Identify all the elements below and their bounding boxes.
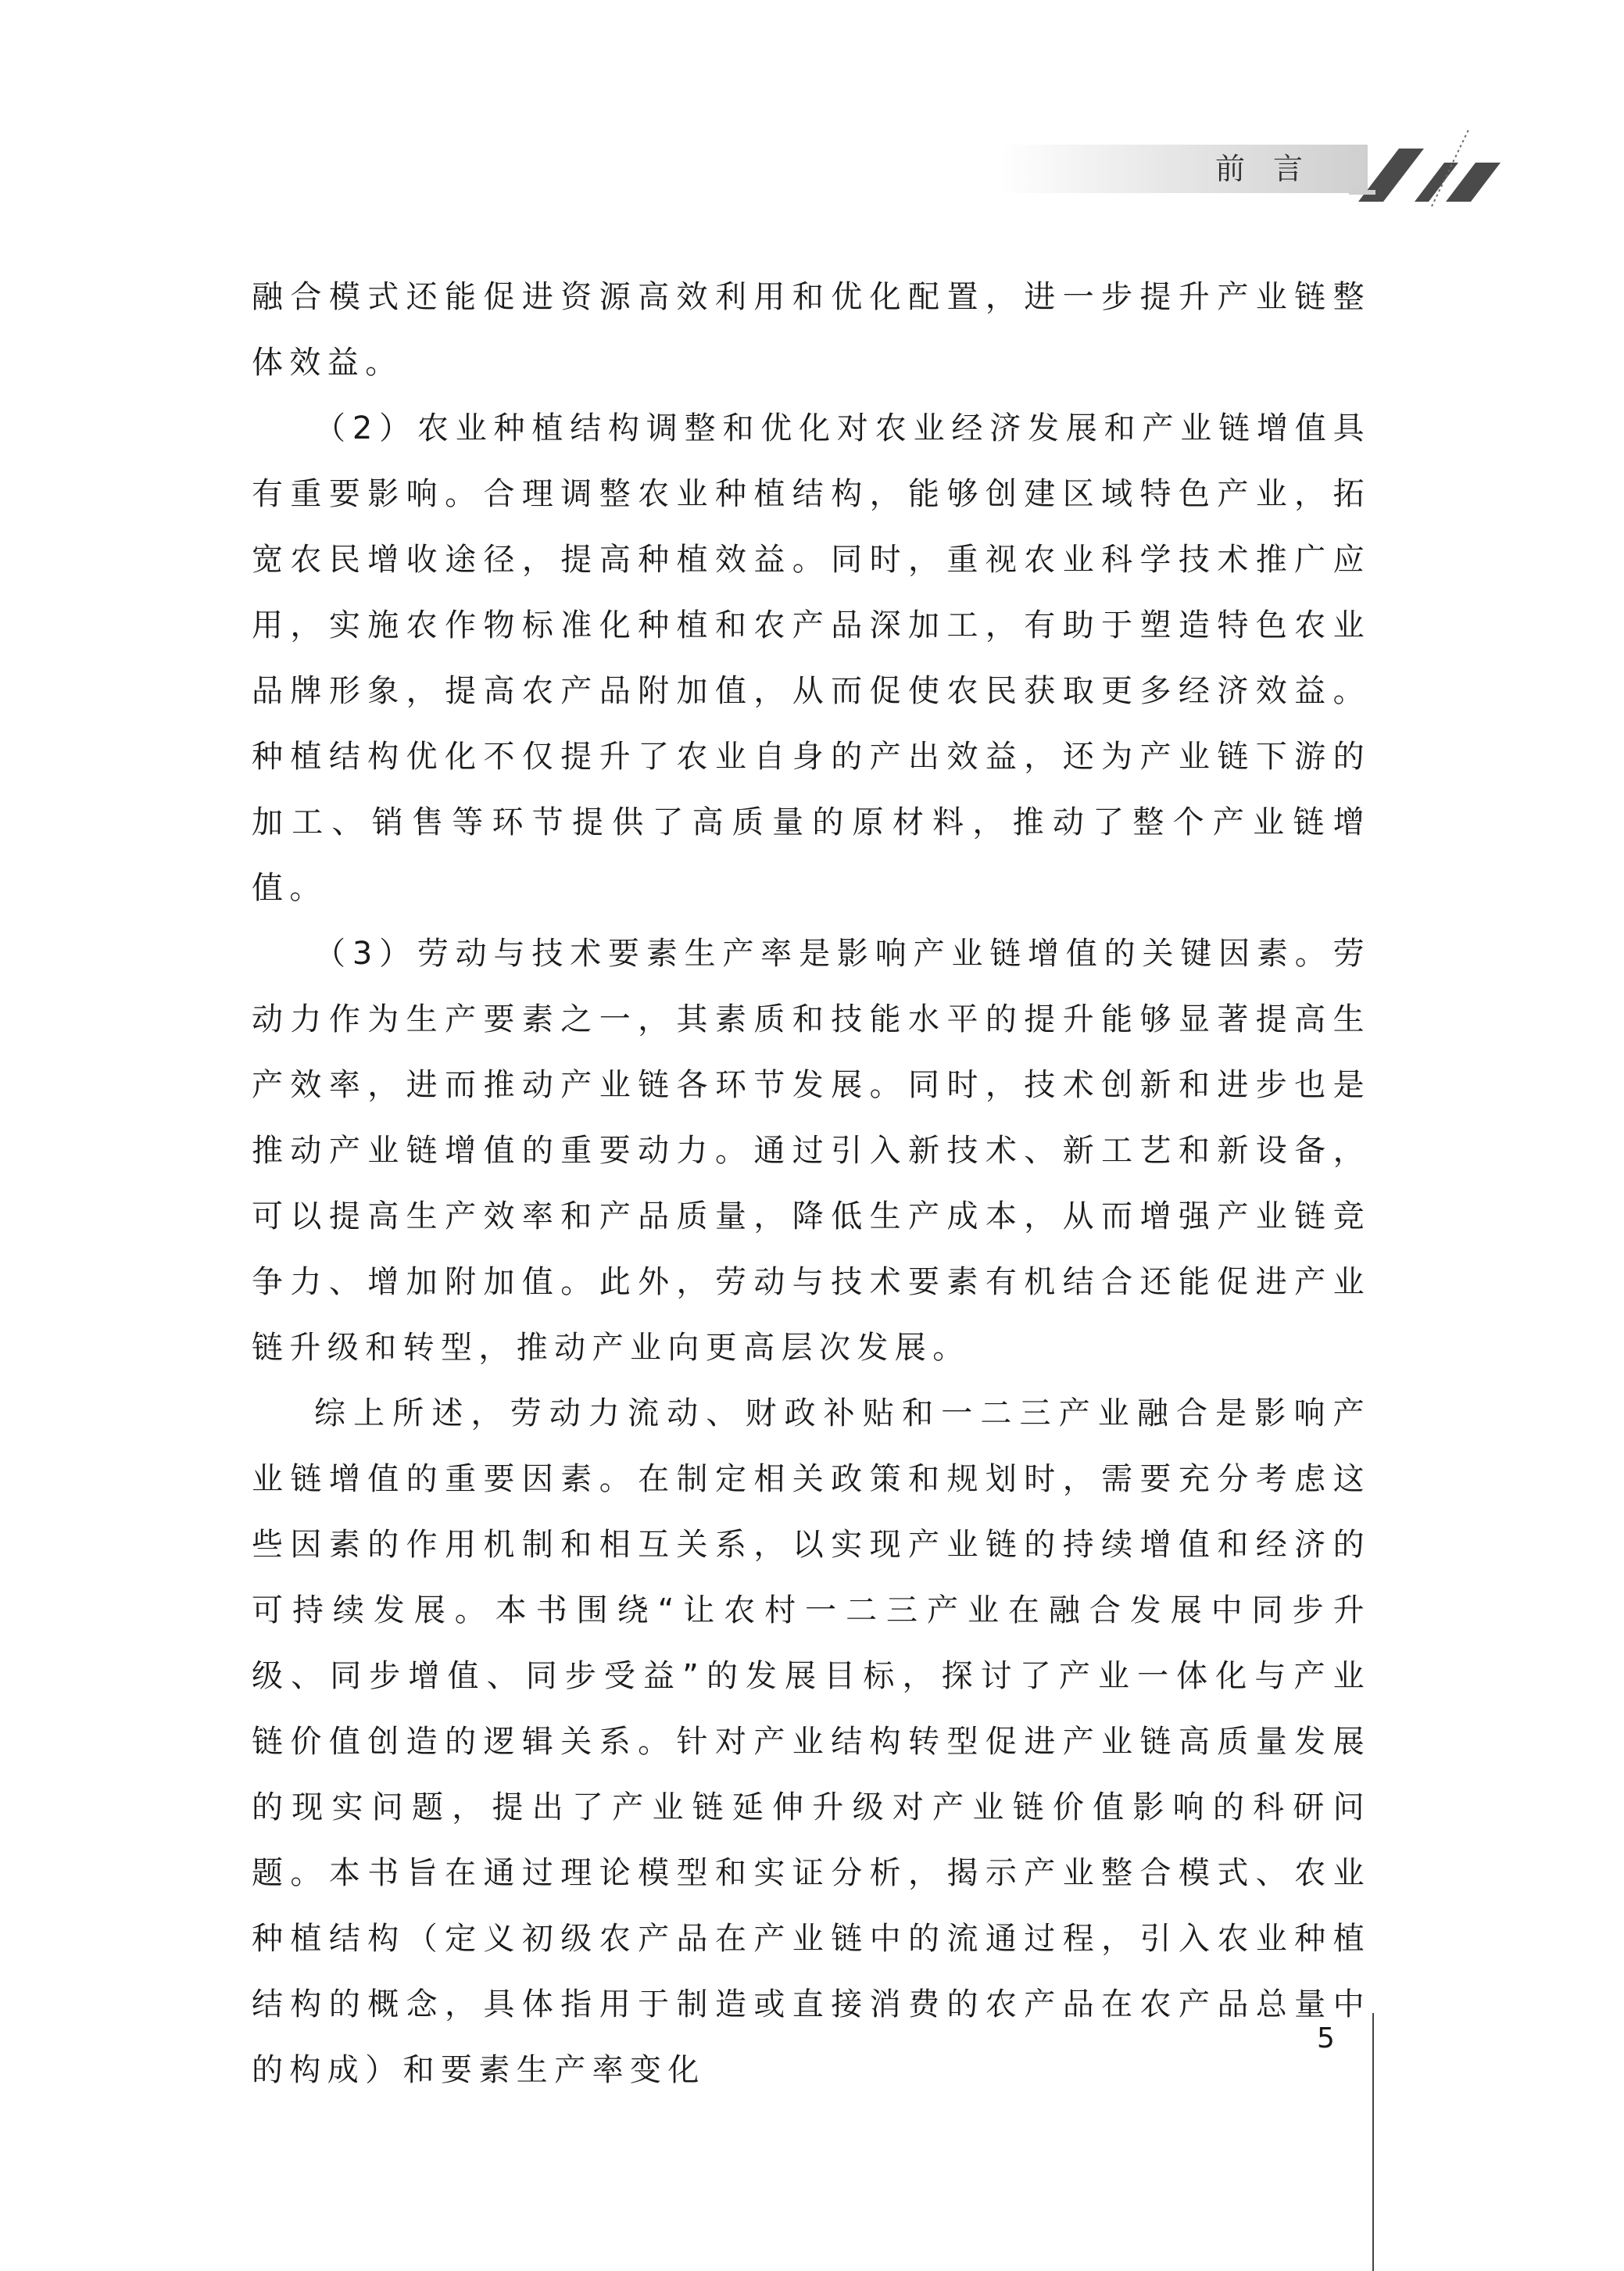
running-header-title: 前言 [1214, 152, 1331, 186]
page-number: 5 [1317, 2022, 1335, 2054]
paragraph-point-3: （3）劳动与技术要素生产率是影响产业链增值的关键因素。劳动力作为生产要素之一，其素质和技能水平的提升能够显著提高生产效率，进而推动产业链各环节发展。同时，技术创新和进步也是推动产业链增值的重要动力。通过引入新技术、新工艺和新设备，可以提高生产效率和产品质量，降低生产成本，从而增强产业链竞争力、增加附加值。此外，劳动与技术要素有机结合还能促进产业链升级和转型，推动产业向更高层次发展。 [252, 936, 1371, 1366]
body-text [252, 264, 1371, 2103]
paragraph-summary: 综上所述，劳动力流动、财政补贴和一二三产业融合是影响产业链增值的重要因素。在制定相关政策和规划时，需要充分考虑这些因素的作用机制和相互关系，以实现产业链的持续增值和经济的可持续发展。本书围绕“让农村一二三产业在融合发展中同步升级、同步增值、同步受益”的发展目标，探讨了产业一体化与产业链价值创造的逻辑关系。针对产业结构转型促进产业链高质量发展的现实问题，提出了产业链延伸升级对产业链价值影响的科研问题。本书旨在通过理论模型和实证分析，揭示产业整合模式、农业种植结构（定义初级农产品在产业链中的流通过程，引入农业种植结构的概念，具体指用于制造或直接消费的农产品在农产品总量中的构成）和要素生产率变化 [252, 1395, 1371, 2088]
paragraph-point-2: （2）农业种植结构调整和优化对农业经济发展和产业链增值具有重要影响。合理调整农业种植结构，能够创建区域特色产业，拓宽农民增收途径，提高种植效益。同时，重视农业科学技术推广应用，实施农作物标准化种植和农产品深加工，有助于塑造特色农业品牌形象，提高农产品附加值，从而促使农民获取更多经济效益。种植结构优化不仅提升了农业自身的产出效益，还为产业链下游的加工、销售等环节提供了高质量的原材料，推动了整个产业链增值。 [252, 410, 1371, 906]
paragraph-continued: 融合模式还能促进资源高效利用和优化配置，进一步提升产业链整体效益。 [252, 279, 1371, 381]
header-stripes-decoration-icon [1344, 125, 1524, 219]
page-edge-rule [1372, 2013, 1374, 2271]
